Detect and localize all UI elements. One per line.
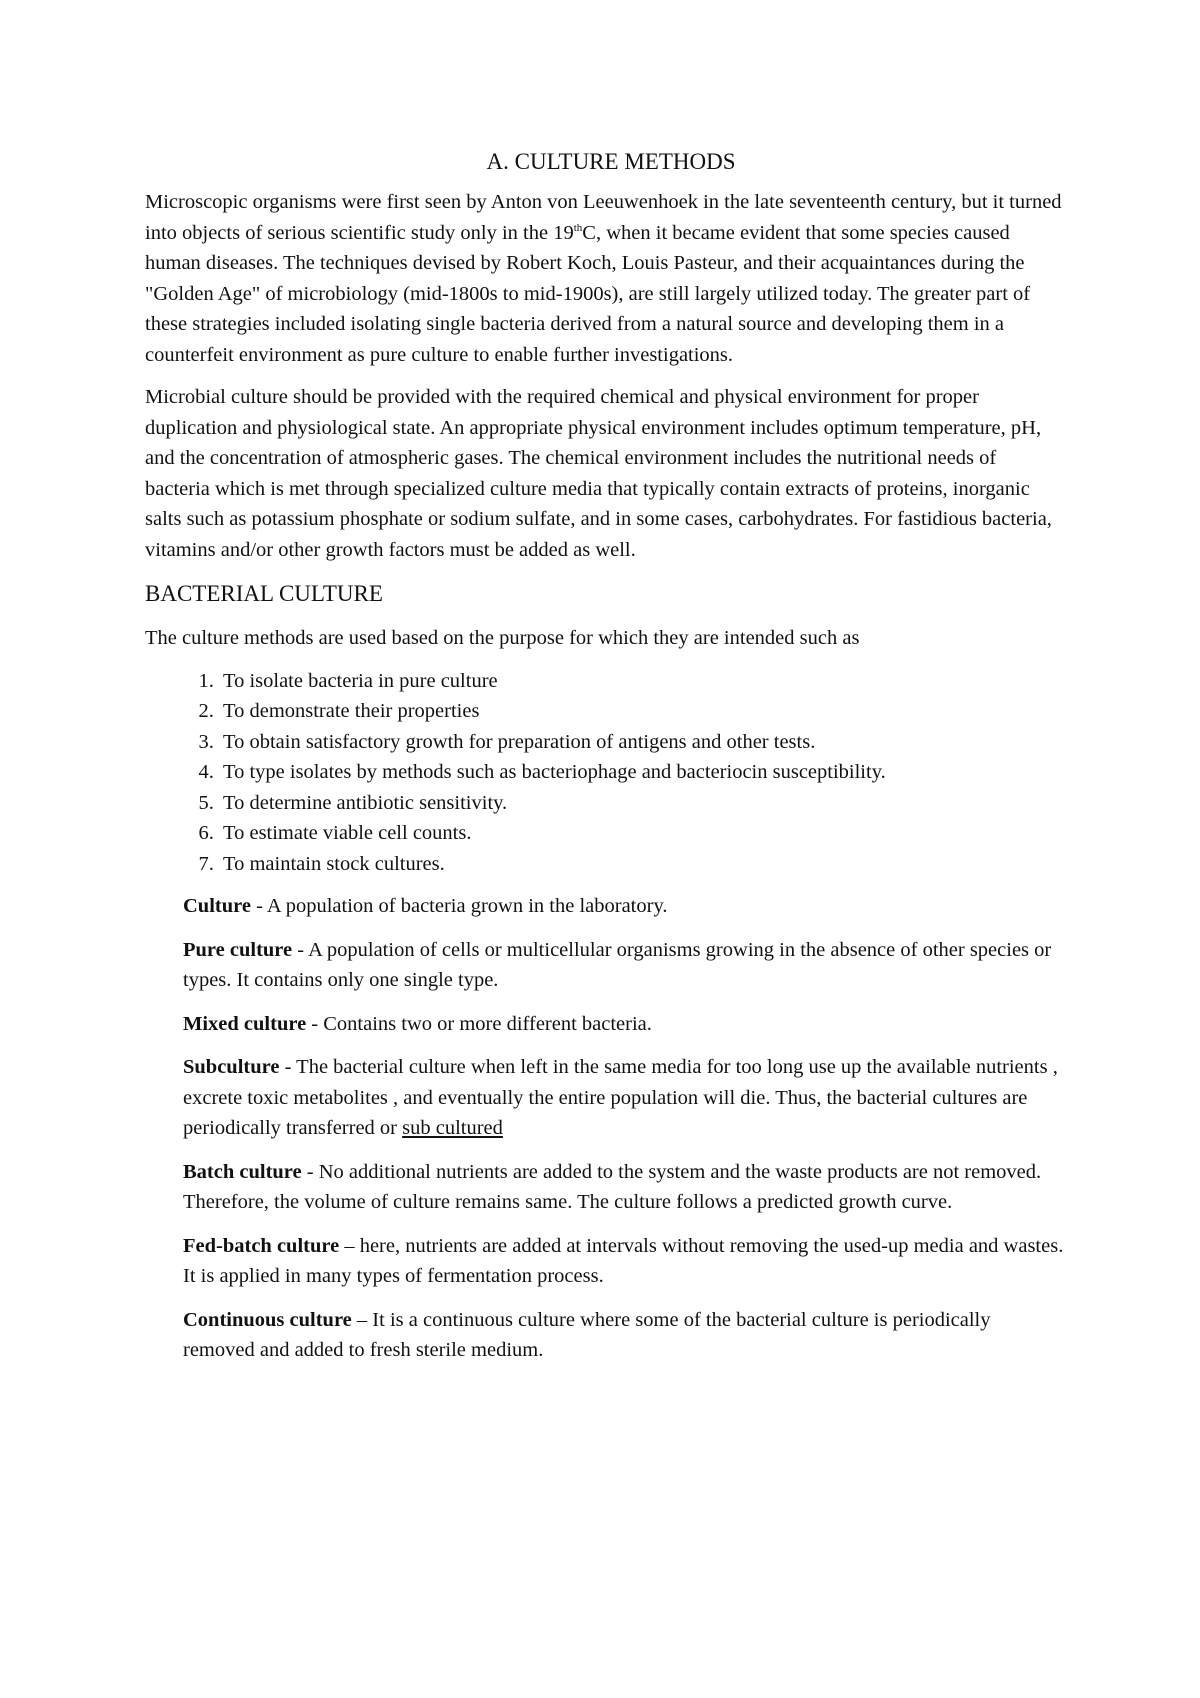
definition-text: - A population of cells or multicellular organisms growing in the absence of other species or types. It contains only one single type. <box>183 938 1052 991</box>
definition-text: - The bacterial culture when left in the same media for too long use up the available nutrients , excrete toxic metabolites , and eventually the entire population will die. Thus, the bacterial cultures are periodically transferred or <box>183 1056 1058 1139</box>
definition-term: Batch culture <box>183 1160 302 1183</box>
intro-paragraph <box>145 187 1065 370</box>
definition-text: – here, nutrients are added at intervals without removing the used-up media and wastes. It is applied in many types of fermentation process. <box>183 1234 1064 1287</box>
list-item: 1. To isolate bacteria in pure culture <box>219 666 1065 697</box>
definition-subculture <box>183 1052 1065 1144</box>
list-item: 6. To estimate viable cell counts. <box>219 818 1065 849</box>
list-item: 7. To maintain stock cultures. <box>219 849 1065 880</box>
definition-term: Mixed culture <box>183 1012 307 1035</box>
definition-pure-culture <box>183 935 1065 996</box>
definition-term: Culture <box>183 895 251 917</box>
environment-paragraph: Microbial culture should be provided with the required chemical and physical environment for proper duplication and physiological state. An appropriate physical environment includes optimum temperature, pH, and the concentration of atmospheric gases. The chemical environment includes the nutritional needs of bacteria which is met through specialized culture media that typically contain extracts of proteins, inorganic salts such as potassium phosphate or sodium sulfate, and in some cases, carbohydrates. For fastidious bacteria, vitamins and/or other growth factors must be added as well. <box>145 386 1052 561</box>
section-heading: BACTERIAL CULTURE <box>145 581 383 606</box>
list-item: 4. To type isolates by methods such as bacteriophage and bacteriocin susceptibility. <box>219 757 1065 788</box>
definition-text: - No additional nutrients are added to the system and the waste products are not removed. Therefore, the volume of culture remains same. The culture follows a predicted growth curve. <box>183 1160 1042 1213</box>
definition-text: – It is a continuous culture where some of the bacterial culture is periodically removed and added to fresh sterile medium. <box>183 1308 991 1361</box>
ordinal-suffix: th <box>573 221 583 234</box>
list-item: 3. To obtain satisfactory growth for preparation of antigens and other tests. <box>219 727 1065 758</box>
list-item: 2. To demonstrate their properties <box>219 696 1065 727</box>
definition-term: Continuous culture <box>183 1308 352 1331</box>
definition-term: Subculture <box>183 1056 280 1078</box>
definition-term: Fed-batch culture <box>183 1234 340 1257</box>
purpose-list <box>145 666 1065 880</box>
intro-text-a: Microscopic organisms were first seen by Anton von Leeuwenhoek in the late seventeenth century, but it turned into objects of serious scientific study only in the 19 <box>145 191 1062 244</box>
page-title: A. CULTURE METHODS <box>486 149 736 174</box>
definition-fed-batch-culture <box>183 1231 1065 1292</box>
definition-mixed-culture <box>183 1009 1065 1040</box>
intro-text-b: C, when it became evident that some species caused human diseases. The techniques devised by Robert Koch, Louis Pasteur, and their acquaintances during the "Golden Age" of microbiology (mid-1800s to mid-1900s), are still largely utilized today. The greater part of these strategies included isolating single bacteria derived from a natural source and developing them in a counterfeit environment as pure culture to enable further investigations. <box>145 221 1031 366</box>
list-intro: The culture methods are used based on the purpose for which they are intended such as <box>145 627 860 649</box>
list-item: 5. To determine antibiotic sensitivity. <box>219 788 1065 819</box>
definition-continuous-culture <box>183 1305 1065 1366</box>
definition-text: - Contains two or more different bacteria. <box>306 1012 652 1035</box>
definition-culture <box>183 891 1065 922</box>
definition-batch-culture <box>183 1157 1065 1218</box>
definition-term: Pure culture <box>183 938 293 961</box>
underlined-term: sub cultured <box>402 1117 503 1139</box>
document-content <box>145 145 1065 1379</box>
definition-text: - A population of bacteria grown in the laboratory. <box>250 895 668 917</box>
